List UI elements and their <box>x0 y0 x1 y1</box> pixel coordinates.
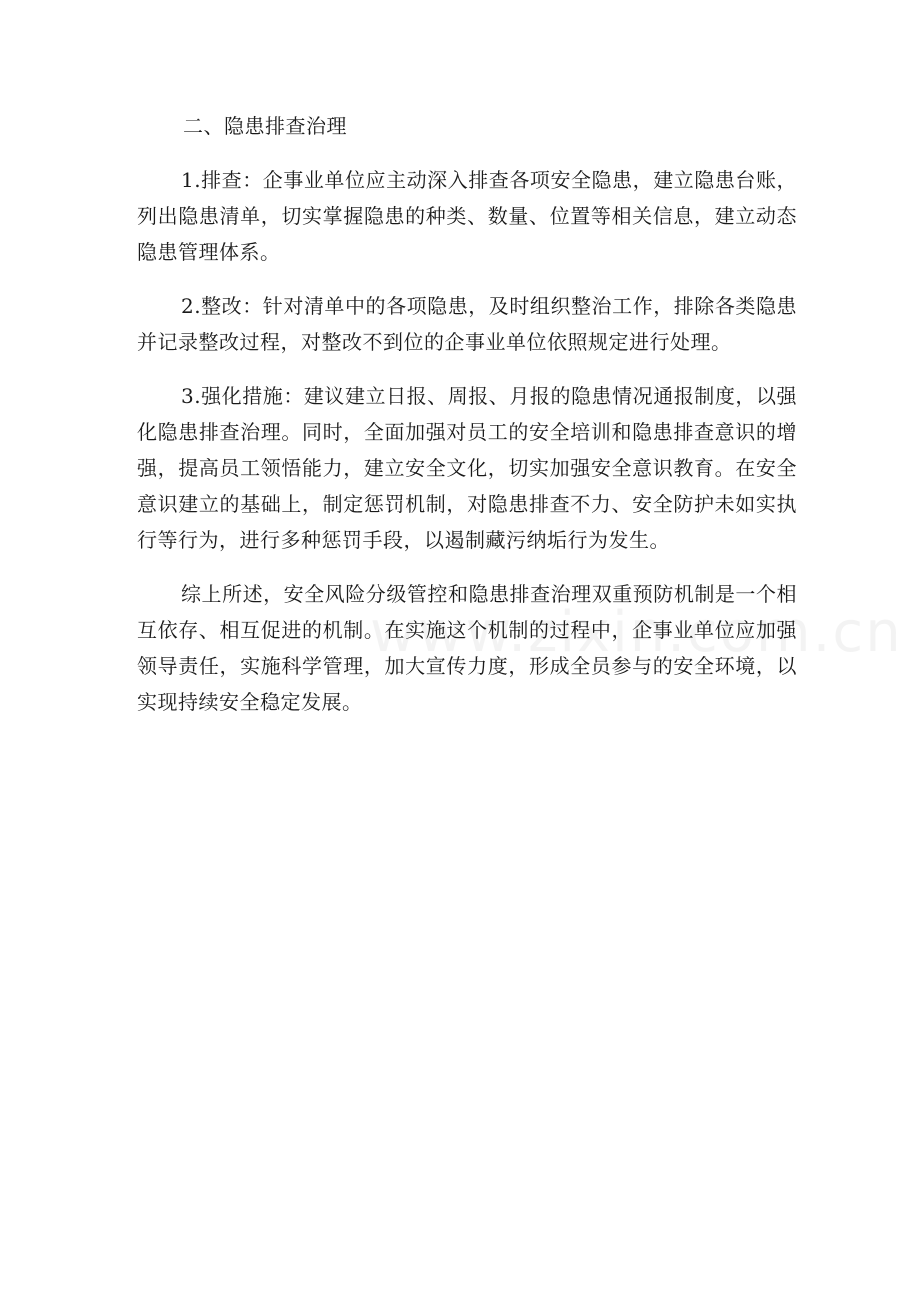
paragraph-rectification: 2.整改：针对清单中的各项隐患，及时组织整治工作，排除各类隐患并记录整改过程，对整改不到位的企事业单位依照规定进行处理。 <box>137 294 797 354</box>
paragraph-conclusion: 综上所述，安全风险分级管控和隐患排查治理双重预防机制是一个相互依存、相互促进的机制。在实施这个机制的过程中，企事业单位应加强领导责任，实施科学管理，加大宣传力度，形成全员参与的安全环境，以实现持续安全稳定发展。 <box>137 582 797 714</box>
section-heading: 二、隐患排查治理 <box>183 114 347 138</box>
paragraph-strengthening-measures: 3.强化措施：建议建立日报、周报、月报的隐患情况通报制度，以强化隐患排查治理。同时，全面加强对员工的安全培训和隐患排查意识的增强，提高员工领悟能力，建立安全文化，切实加强安全意识教育。在安全意识建立的基础上，制定惩罚机制，对隐患排查不力、安全防护未如实执行等行为，进行多种惩罚手段，以遏制藏污纳垢行为发生。 <box>137 384 797 552</box>
watermark-text <box>370 600 903 665</box>
paragraph-inspection: 1.排查：企事业单位应主动深入排查各项安全隐患，建立隐患台账，列出隐患清单，切实掌握隐患的种类、数量、位置等相关信息，建立动态隐患管理体系。 <box>137 168 797 264</box>
